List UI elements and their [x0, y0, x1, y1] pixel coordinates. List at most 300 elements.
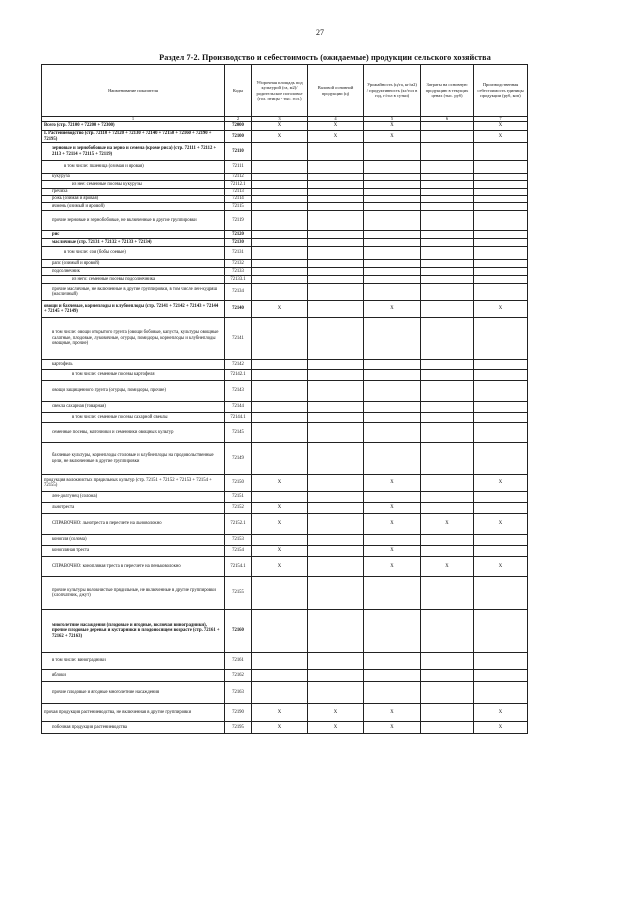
cell-gross-output[interactable] [308, 503, 364, 514]
row-name: прочие культуры волокнистые прядильные, не включенные в другие группировки (хлопчатник, джут) [42, 577, 225, 610]
cell-unit-cost[interactable] [474, 196, 528, 203]
col-number: 2 [225, 117, 252, 122]
cell-yield[interactable]: X [364, 514, 421, 535]
row-name: яблоки [42, 670, 225, 682]
cell-gross-output[interactable] [308, 610, 364, 653]
cell-gross-output[interactable] [308, 577, 364, 610]
cell-unit-cost[interactable]: X [474, 122, 528, 131]
col-number: 7 [474, 117, 528, 122]
cell-gross-output[interactable] [308, 211, 364, 231]
cell-unit-cost[interactable] [474, 276, 528, 284]
cell-costs[interactable] [421, 301, 474, 318]
cell-gross-output[interactable] [308, 268, 364, 276]
cell-costs[interactable] [421, 174, 474, 181]
cell-unit-cost[interactable]: X [474, 131, 528, 143]
cell-area[interactable] [252, 247, 308, 260]
cell-area[interactable]: X [252, 301, 308, 318]
cell-area[interactable]: X [252, 131, 308, 143]
cell-unit-cost[interactable] [474, 143, 528, 161]
cell-costs[interactable] [421, 704, 474, 722]
cell-area[interactable] [252, 143, 308, 161]
cell-costs[interactable]: X [421, 557, 474, 577]
cell-area[interactable] [252, 682, 308, 704]
header-gross-output: Валовой основной продукции (ц) [308, 65, 364, 117]
cell-area[interactable] [252, 443, 308, 475]
cell-area[interactable] [252, 492, 308, 503]
cell-yield[interactable]: X [364, 546, 421, 557]
row-code: 72132 [225, 260, 252, 268]
row-code: 72100 [225, 131, 252, 143]
row-code: 72145 [225, 423, 252, 443]
row-code: 72142 [225, 360, 252, 370]
cell-unit-cost[interactable] [474, 284, 528, 301]
table-row [42, 231, 528, 239]
row-code: 72162 [225, 670, 252, 682]
cell-costs[interactable] [421, 122, 474, 131]
cell-unit-cost[interactable] [474, 546, 528, 557]
cell-area[interactable]: X [252, 475, 308, 492]
cell-yield[interactable] [364, 360, 421, 370]
cell-yield[interactable] [364, 443, 421, 475]
cell-area[interactable] [252, 211, 308, 231]
cell-unit-cost[interactable] [474, 161, 528, 174]
table-row [42, 670, 528, 682]
cell-costs[interactable] [421, 722, 474, 734]
cell-yield[interactable] [364, 276, 421, 284]
cell-unit-cost[interactable] [474, 413, 528, 423]
cell-costs[interactable] [421, 682, 474, 704]
cell-yield[interactable] [364, 670, 421, 682]
row-code: 72134 [225, 284, 252, 301]
col-number: 5 [364, 117, 421, 122]
cell-costs[interactable] [421, 670, 474, 682]
cell-gross-output[interactable] [308, 535, 364, 546]
table-row [42, 260, 528, 268]
cell-area[interactable] [252, 318, 308, 360]
cell-unit-cost[interactable] [474, 247, 528, 260]
cell-costs[interactable] [421, 260, 474, 268]
cell-unit-cost[interactable]: X [474, 722, 528, 734]
table-row [42, 239, 528, 247]
cell-gross-output[interactable] [308, 318, 364, 360]
cell-yield[interactable] [364, 196, 421, 203]
row-name: в том числе: соя (бобы соевые) [42, 247, 225, 260]
row-code: 72131 [225, 247, 252, 260]
cell-costs[interactable] [421, 535, 474, 546]
cell-gross-output[interactable]: X [308, 704, 364, 722]
cell-area[interactable] [252, 161, 308, 174]
cell-yield[interactable] [364, 284, 421, 301]
cell-yield[interactable] [364, 239, 421, 247]
cell-gross-output[interactable] [308, 557, 364, 577]
cell-yield[interactable] [364, 653, 421, 670]
header-costs: Затраты на основную продукцию в текущих ценах (тыс. руб) [421, 65, 474, 117]
cell-unit-cost[interactable] [474, 670, 528, 682]
table-row [42, 211, 528, 231]
cell-yield[interactable]: X [364, 704, 421, 722]
cell-unit-cost[interactable]: X [474, 301, 528, 318]
cell-costs[interactable] [421, 610, 474, 653]
cell-gross-output[interactable]: X [308, 722, 364, 734]
row-code: 72150 [225, 475, 252, 492]
cell-unit-cost[interactable] [474, 423, 528, 443]
cell-gross-output[interactable] [308, 196, 364, 203]
cell-gross-output[interactable] [308, 670, 364, 682]
cell-costs[interactable] [421, 131, 474, 143]
table-body [42, 122, 528, 734]
cell-yield[interactable] [364, 318, 421, 360]
table-row [42, 546, 528, 557]
cell-gross-output[interactable] [308, 181, 364, 189]
row-name: в том числе: семенные посевы сахарной свеклы [42, 413, 225, 423]
row-name: овощи защищенного грунта (огурцы, помидоры, прочие) [42, 381, 225, 402]
cell-unit-cost[interactable] [474, 360, 528, 370]
cell-gross-output[interactable] [308, 301, 364, 318]
cell-costs[interactable] [421, 161, 474, 174]
cell-costs[interactable] [421, 546, 474, 557]
cell-area[interactable] [252, 181, 308, 189]
table-row [42, 276, 528, 284]
cell-area[interactable]: X [252, 722, 308, 734]
row-code: 72153 [225, 535, 252, 546]
row-name: побочная продукция растениеводства [42, 722, 225, 734]
cell-unit-cost[interactable] [474, 370, 528, 381]
cell-unit-cost[interactable] [474, 239, 528, 247]
cell-unit-cost[interactable] [474, 174, 528, 181]
row-name: конопля (солома) [42, 535, 225, 546]
cell-costs[interactable] [421, 653, 474, 670]
cell-costs[interactable] [421, 239, 474, 247]
cell-yield[interactable] [364, 181, 421, 189]
cell-yield[interactable] [364, 413, 421, 423]
cell-unit-cost[interactable] [474, 653, 528, 670]
row-code: 72144.1 [225, 413, 252, 423]
row-name: масличные (стр. 72131 + 72132 + 72133 + 72134) [42, 239, 225, 247]
cell-unit-cost[interactable] [474, 577, 528, 610]
table-row [42, 503, 528, 514]
cell-unit-cost[interactable] [474, 268, 528, 276]
row-code: 72160 [225, 610, 252, 653]
row-name: гречиха [42, 189, 225, 196]
table-row [42, 423, 528, 443]
cell-area[interactable] [252, 370, 308, 381]
cell-yield[interactable]: X [364, 722, 421, 734]
row-name: рапс (озимый и яровой) [42, 260, 225, 268]
table-row [42, 492, 528, 503]
row-name: ячмень (озимый и яровой) [42, 203, 225, 211]
cell-gross-output[interactable] [308, 161, 364, 174]
cell-yield[interactable]: X [364, 122, 421, 131]
cell-costs[interactable] [421, 203, 474, 211]
cell-area[interactable] [252, 203, 308, 211]
cell-yield[interactable] [364, 174, 421, 181]
cell-area[interactable] [252, 260, 308, 268]
cell-area[interactable] [252, 284, 308, 301]
row-code: 72154 [225, 546, 252, 557]
cell-costs[interactable] [421, 268, 474, 276]
cell-area[interactable]: X [252, 557, 308, 577]
cell-area[interactable] [252, 360, 308, 370]
cell-yield[interactable] [364, 231, 421, 239]
section-title: Раздел 7-2. Производство и себестоимость (ожидаемые) продукции сельского хозяйства [159, 53, 491, 62]
table-row [42, 610, 528, 653]
table-row [42, 370, 528, 381]
row-code: 72143 [225, 381, 252, 402]
cell-costs[interactable] [421, 189, 474, 196]
cell-yield[interactable] [364, 161, 421, 174]
table-row [42, 247, 528, 260]
cell-costs[interactable] [421, 143, 474, 161]
row-name: СПРАВОЧНО: конопляная треста в пересчете на пеньковолокно [42, 557, 225, 577]
cell-yield[interactable]: X [364, 475, 421, 492]
cell-unit-cost[interactable] [474, 211, 528, 231]
cell-area[interactable] [252, 653, 308, 670]
cell-unit-cost[interactable]: X [474, 475, 528, 492]
row-code: 72133.1 [225, 276, 252, 284]
table-row [42, 284, 528, 301]
table-row [42, 196, 528, 203]
cell-area[interactable] [252, 381, 308, 402]
cell-yield[interactable] [364, 682, 421, 704]
cell-costs[interactable] [421, 503, 474, 514]
cell-gross-output[interactable] [308, 189, 364, 196]
row-code: 72112.1 [225, 181, 252, 189]
cell-yield[interactable] [364, 203, 421, 211]
cell-costs[interactable] [421, 211, 474, 231]
cell-yield[interactable] [364, 247, 421, 260]
cell-unit-cost[interactable] [474, 203, 528, 211]
cell-yield[interactable] [364, 535, 421, 546]
cell-area[interactable] [252, 268, 308, 276]
cell-gross-output[interactable] [308, 682, 364, 704]
cell-area[interactable] [252, 413, 308, 423]
header-unit-cost: Производственная себестоимость единицы продукции (руб, коп) [474, 65, 528, 117]
cell-yield[interactable]: X [364, 503, 421, 514]
row-code: 72161 [225, 653, 252, 670]
cell-area[interactable] [252, 196, 308, 203]
cell-unit-cost[interactable] [474, 381, 528, 402]
table-row [42, 682, 528, 704]
cell-gross-output[interactable] [308, 514, 364, 535]
cell-costs[interactable] [421, 370, 474, 381]
header-area: Уборочная площадь под культурой (га, м2)/родительское поголовье (гол. птицы - тыс. гол.) [252, 65, 308, 117]
row-name: в том числе: виноградники [42, 653, 225, 670]
cell-costs[interactable] [421, 181, 474, 189]
cell-area[interactable] [252, 577, 308, 610]
table-row [42, 514, 528, 535]
cell-gross-output[interactable] [308, 284, 364, 301]
row-code: 72141 [225, 318, 252, 360]
cell-gross-output[interactable] [308, 174, 364, 181]
row-name: картофель [42, 360, 225, 370]
cell-unit-cost[interactable] [474, 535, 528, 546]
row-name: подсолнечник [42, 268, 225, 276]
cell-yield[interactable]: X [364, 557, 421, 577]
cell-costs[interactable] [421, 381, 474, 402]
cell-costs[interactable] [421, 475, 474, 492]
cell-yield[interactable] [364, 268, 421, 276]
row-code: 72149 [225, 443, 252, 475]
cell-unit-cost[interactable]: X [474, 704, 528, 722]
cell-gross-output[interactable] [308, 443, 364, 475]
row-name: свекла сахарная (товарная) [42, 402, 225, 413]
cell-area[interactable]: X [252, 122, 308, 131]
row-name: прочая продукция растениеводства, не включенная в другие группировки [42, 704, 225, 722]
cell-yield[interactable] [364, 189, 421, 196]
cell-costs[interactable] [421, 402, 474, 413]
row-name: из нее: семенные посевы кукурузы [42, 181, 225, 189]
cell-yield[interactable]: X [364, 301, 421, 318]
header-row [42, 65, 528, 117]
cell-unit-cost[interactable] [474, 610, 528, 653]
cell-yield[interactable] [364, 423, 421, 443]
cell-gross-output[interactable] [308, 360, 364, 370]
col-number: 4 [308, 117, 364, 122]
cell-gross-output[interactable] [308, 653, 364, 670]
cell-costs[interactable] [421, 492, 474, 503]
row-code: 72154.1 [225, 557, 252, 577]
cell-gross-output[interactable] [308, 423, 364, 443]
row-name: в том числе: овощи открытого грунта (овощи бобовые, капуста, культуры овощные салатные, плодовые, луковичные, огурцы, помидоры, корнеплоды и клубнеплоды овощные, прочие) [42, 318, 225, 360]
cell-yield[interactable] [364, 402, 421, 413]
row-name: конопляная треста [42, 546, 225, 557]
row-code: 72195 [225, 722, 252, 734]
cell-unit-cost[interactable] [474, 260, 528, 268]
cell-yield[interactable] [364, 260, 421, 268]
cell-unit-cost[interactable] [474, 181, 528, 189]
table-row [42, 577, 528, 610]
cell-gross-output[interactable] [308, 260, 364, 268]
cell-costs[interactable] [421, 443, 474, 475]
cell-costs[interactable]: X [421, 514, 474, 535]
row-name: зерновые и зернобобовые на зерно и семена (кроме риса) (стр. 72111 + 72112 + 2113 + 72114 + 72115 + 72119) [42, 143, 225, 161]
table-row [42, 189, 528, 196]
cell-yield[interactable] [364, 610, 421, 653]
cell-gross-output[interactable] [308, 402, 364, 413]
col-number: 6 [421, 117, 474, 122]
table-row [42, 402, 528, 413]
cell-unit-cost[interactable] [474, 402, 528, 413]
row-code: 72140 [225, 301, 252, 318]
table-row [42, 557, 528, 577]
production-cost-table [41, 64, 528, 734]
row-name: бахчевые культуры, корнеплоды столовые и клубнеплоды на продовольственные цели, не включенные в другие группировки [42, 443, 225, 475]
cell-gross-output[interactable] [308, 239, 364, 247]
cell-costs[interactable] [421, 423, 474, 443]
cell-yield[interactable] [364, 492, 421, 503]
row-name: лен-долгунец (солома) [42, 492, 225, 503]
table-row [42, 161, 528, 174]
row-name: прочие плодовые и ягодные многолетние насаждения [42, 682, 225, 704]
cell-yield[interactable] [364, 577, 421, 610]
cell-area[interactable] [252, 610, 308, 653]
cell-unit-cost[interactable] [474, 503, 528, 514]
cell-area[interactable] [252, 231, 308, 239]
cell-area[interactable] [252, 276, 308, 284]
cell-gross-output[interactable] [308, 475, 364, 492]
cell-unit-cost[interactable] [474, 231, 528, 239]
row-name: из него: семенные посевы подсолнечника [42, 276, 225, 284]
col-number: 3 [252, 117, 308, 122]
cell-area[interactable]: X [252, 514, 308, 535]
cell-costs[interactable] [421, 196, 474, 203]
cell-area[interactable]: X [252, 704, 308, 722]
row-code: 72119 [225, 211, 252, 231]
cell-yield[interactable] [364, 381, 421, 402]
cell-area[interactable] [252, 189, 308, 196]
row-name: в том числе: пшеница (озимая и яровая) [42, 161, 225, 174]
cell-unit-cost[interactable] [474, 492, 528, 503]
cell-unit-cost[interactable]: X [474, 514, 528, 535]
col-number: 1 [42, 117, 225, 122]
cell-costs[interactable] [421, 413, 474, 423]
cell-gross-output[interactable] [308, 413, 364, 423]
cell-unit-cost[interactable] [474, 189, 528, 196]
cell-costs[interactable] [421, 360, 474, 370]
cell-gross-output[interactable]: X [308, 131, 364, 143]
cell-gross-output[interactable] [308, 370, 364, 381]
row-code: 72130 [225, 239, 252, 247]
cell-gross-output[interactable] [308, 276, 364, 284]
cell-unit-cost[interactable] [474, 443, 528, 475]
row-code: 72115 [225, 203, 252, 211]
table-row [42, 318, 528, 360]
cell-area[interactable] [252, 535, 308, 546]
cell-costs[interactable] [421, 318, 474, 360]
cell-costs[interactable] [421, 577, 474, 610]
cell-area[interactable] [252, 174, 308, 181]
row-name: продукция волокнистых прядильных культур (стр. 72151 + 72152 + 72153 + 72154 + 72155) [42, 475, 225, 492]
table-row [42, 535, 528, 546]
header-name: Наименование показателя [42, 65, 225, 117]
cell-gross-output[interactable] [308, 247, 364, 260]
cell-costs[interactable] [421, 276, 474, 284]
row-code: 72110 [225, 143, 252, 161]
row-name: прочие зерновые и зернобобовые, не включенные в другие группировки [42, 211, 225, 231]
table-row [42, 122, 528, 131]
cell-area[interactable] [252, 402, 308, 413]
cell-unit-cost[interactable] [474, 318, 528, 360]
cell-gross-output[interactable] [308, 381, 364, 402]
cell-gross-output[interactable] [308, 492, 364, 503]
cell-gross-output[interactable] [308, 231, 364, 239]
cell-gross-output[interactable] [308, 203, 364, 211]
table-row [42, 181, 528, 189]
cell-yield[interactable] [364, 370, 421, 381]
cell-yield[interactable] [364, 211, 421, 231]
cell-area[interactable] [252, 423, 308, 443]
cell-costs[interactable] [421, 231, 474, 239]
cell-yield[interactable]: X [364, 131, 421, 143]
cell-gross-output[interactable] [308, 546, 364, 557]
cell-gross-output[interactable]: X [308, 122, 364, 131]
header-code: Коды [225, 65, 252, 117]
row-code: 72144 [225, 402, 252, 413]
cell-unit-cost[interactable]: X [474, 557, 528, 577]
cell-costs[interactable] [421, 284, 474, 301]
cell-area[interactable] [252, 239, 308, 247]
cell-area[interactable]: X [252, 503, 308, 514]
cell-area[interactable] [252, 670, 308, 682]
cell-gross-output[interactable] [308, 143, 364, 161]
cell-yield[interactable] [364, 143, 421, 161]
row-name: рожь (озимая и яровая) [42, 196, 225, 203]
row-code: 72000 [225, 122, 252, 131]
cell-costs[interactable] [421, 247, 474, 260]
cell-unit-cost[interactable] [474, 682, 528, 704]
cell-area[interactable]: X [252, 546, 308, 557]
row-name: СПРАВОЧНО: льнотреста в пересчете на льноволокно [42, 514, 225, 535]
